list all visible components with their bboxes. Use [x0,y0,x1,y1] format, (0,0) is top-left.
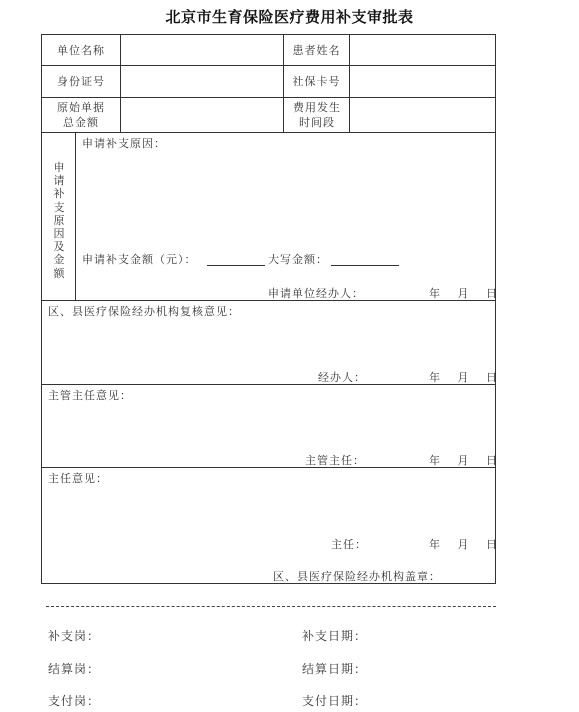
patient-name-label: 患者姓名 [292,43,341,57]
apply-amount-input-line[interactable] [207,265,265,266]
row-divider [42,132,495,133]
unit-name-label: 单位名称 [57,43,105,57]
original-total-label: 原始单据总金额 [57,101,105,129]
social-card-field[interactable] [350,66,495,97]
original-total-field[interactable] [121,98,283,132]
settlement-post-label: 结算岗： [48,662,101,676]
supervisor-sign-label: 主管主任： [305,454,365,467]
row-divider [42,384,495,385]
id-number-field[interactable] [121,66,283,97]
apply-reason-label: 申请补支原因： [82,137,166,150]
cut-line [46,606,496,607]
cost-period-label: 费用发生时间段 [293,101,341,129]
apply-handler-label: 申请单位经办人： [268,287,364,300]
supplement-post-label: 补支岗： [48,629,101,643]
col-divider [75,132,76,300]
review-date-label: 年 月 日 [429,371,498,384]
approval-form [41,34,496,584]
id-number-label: 身份证号 [57,75,105,88]
director-opinion-label: 主任意见： [48,472,108,485]
capital-amount-label: 大写金额： [268,253,328,266]
supplement-date-label: 补支日期： [302,629,368,643]
cost-period-field[interactable] [350,98,495,132]
patient-name-field[interactable] [350,35,495,65]
apply-amount-label: 申请补支金额（元）： [82,253,197,266]
payment-post-label: 支付岗： [48,694,101,708]
review-opinion-label: 区、县医疗保险经办机构复核意见： [48,305,240,318]
apply-date-label: 年 月 日 [429,287,498,300]
director-sign-label: 主任： [331,538,367,551]
unit-name-field[interactable] [121,35,283,65]
settlement-date-label: 结算日期： [302,662,368,676]
apply-section-label: 申请补支原因及金额 [53,161,65,280]
supervisor-opinion-label: 主管主任意见： [48,389,132,402]
row-divider [42,467,495,468]
supervisor-date-label: 年 月 日 [429,454,498,467]
review-handler-label: 经办人： [318,371,366,384]
director-date-label: 年 月 日 [429,538,498,551]
payment-date-label: 支付日期： [302,694,368,708]
capital-amount-input-line[interactable] [331,265,399,266]
social-card-label: 社保卡号 [292,75,341,88]
form-title: 北京市生育保险医疗费用补支审批表 [165,8,414,26]
agency-seal-label: 区、县医疗保险经办机构盖章： [273,570,441,583]
